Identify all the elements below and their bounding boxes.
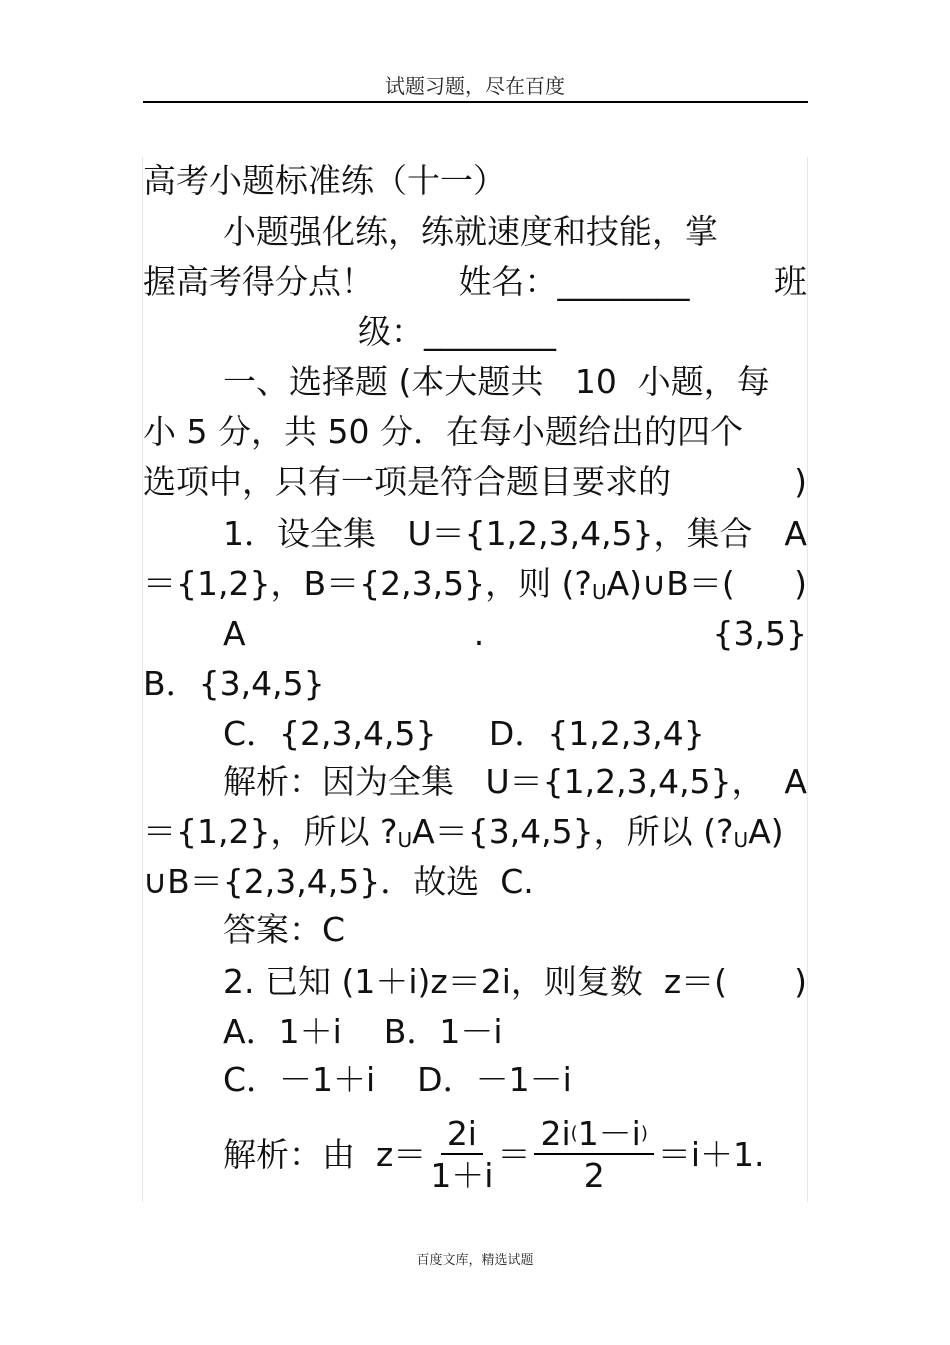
q2-stem-paren-close: ): [794, 962, 807, 1001]
q2-fraction-2: [534, 1115, 653, 1195]
q1-option-b: B．{3,4,5}: [143, 664, 325, 703]
intro-line-1: 小题强化练，练就速度和技能，掌: [223, 212, 718, 251]
q2-solution-suffix: ＝i＋1.: [657, 1135, 765, 1174]
q2-stem: [223, 962, 807, 1002]
name-field[interactable]: 姓名：________: [458, 262, 690, 301]
q2-solution-prefix: 解析：由 z＝: [223, 1135, 427, 1174]
q1-stem-paren-close: ): [794, 564, 807, 603]
class-label-start: 班: [774, 262, 807, 301]
q2-stem-text: 2. 已知 (1＋i)z＝2i，则复数 z＝(: [223, 962, 728, 1001]
q1-solution-complement: ＝{1,2}，所以 $?_UA=\{3,4,5\}$，所以 $(?_UA)$: [143, 812, 784, 852]
intro-text: 握高考得分点！: [143, 262, 374, 301]
q1-stem-text: 1．设全集 U＝{1,2,3,4,5}，集合: [223, 514, 753, 553]
paren-close: ): [794, 462, 807, 501]
section-heading-3: [143, 462, 807, 502]
q1-solution-set-a: A: [784, 762, 807, 801]
q1-solution-text: 解析：因为全集 U＝{1,2,3,4,5}，: [223, 762, 765, 801]
q2-options-cd: C．－1＋i D．－1－i: [223, 1060, 572, 1099]
q1-answer: 答案：C: [223, 910, 346, 949]
q2-fraction-1: [430, 1115, 493, 1195]
section-heading-2: 小 5 分，共 50 分．在每小题给出的四个: [143, 412, 743, 451]
q2-fraction-2-numerator: 2i(1－i): [534, 1115, 653, 1155]
class-field[interactable]: 级：________: [358, 312, 556, 351]
q2-equals: ＝: [497, 1135, 531, 1174]
q1-stem-line-2: [143, 564, 807, 612]
q1-option-a-dot: .: [473, 614, 485, 653]
q1-option-a-label: A: [223, 614, 246, 653]
q1-solution-line-1: [223, 762, 807, 802]
intro-line-2: [143, 262, 807, 302]
q2-fraction-2-denominator: 2: [583, 1156, 605, 1195]
header-divider: [143, 101, 808, 103]
section-text: 选项中，只有一项是符合题目要求的: [143, 462, 671, 501]
page-header: 试题习题，尽在百度: [385, 74, 565, 98]
q2-fraction-1-numerator: 2i: [441, 1115, 483, 1155]
q1-stem-expression: ＝{1,2}，B＝{2,3,5}，则 $(?_UA)\cup B=$(: [143, 564, 735, 604]
q1-stem-line-1: [223, 514, 807, 554]
q1-solution-line-3: ∪B＝{2,3,4,5}．故选 C.: [143, 862, 534, 901]
document-body: [142, 157, 808, 1202]
q1-solution-line-2: [143, 812, 807, 860]
doc-title: 高考小题标准练（十一）: [143, 161, 506, 200]
q1-stem-set-a: A: [784, 514, 807, 553]
q1-option-a: [223, 614, 807, 654]
q2-fraction-1-denominator: 1＋i: [430, 1156, 494, 1195]
q2-solution: [223, 1115, 765, 1195]
q1-options-cd: C．{2,3,4,5} D．{1,2,3,4}: [223, 714, 705, 753]
page-footer: 百度文库，精选试题: [416, 1253, 534, 1268]
section-heading-1: 一、选择题 (本大题共 10 小题，每: [223, 362, 770, 401]
q1-option-a-value: {3,5}: [712, 614, 807, 653]
q2-options-ab: A．1＋i B．1－i: [223, 1012, 503, 1051]
